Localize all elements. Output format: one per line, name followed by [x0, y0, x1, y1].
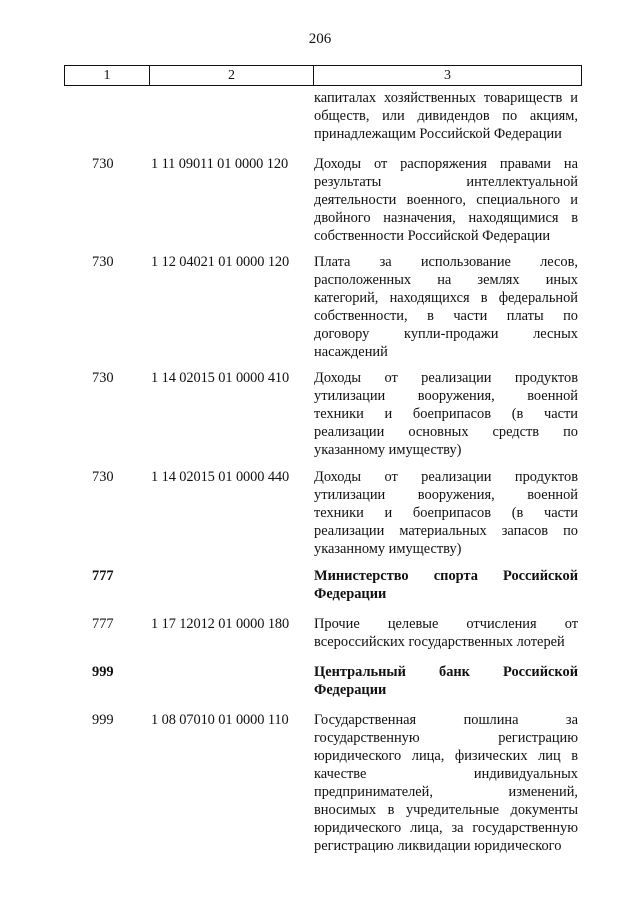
description-line: собственности, в части платы по [314, 308, 578, 324]
budget-classification-code: 1 14 02015 01 0000 410 [151, 370, 290, 386]
budget-classification-code: 1 17 12012 01 0000 180 [151, 616, 290, 632]
description-line: договору купли-продажи лесных [314, 326, 578, 342]
income-description [314, 663, 578, 699]
description-line: принадлежащим Российской Федерации [314, 126, 562, 142]
admin-code: 730 [92, 370, 114, 386]
description-line: юридического лица, за государственную [314, 820, 578, 836]
description-line: Федерации [314, 586, 387, 602]
description-line: деятельности военного, специального и [314, 192, 578, 208]
description-line: собственности Российской Федерации [314, 228, 551, 244]
description-line: капиталах хозяйственных товариществ и [314, 90, 578, 106]
description-line: Доходы от реализации продуктов [314, 469, 578, 485]
description-line: результаты интеллектуальной [314, 174, 578, 190]
description-line: качестве индивидуальных [314, 766, 578, 782]
admin-code: 730 [92, 254, 114, 270]
income-description [314, 711, 578, 855]
description-line: вносимых в учредительные документы [314, 802, 578, 818]
admin-code: 777 [92, 616, 114, 632]
admin-code: 999 [92, 712, 114, 728]
table-header [64, 65, 582, 86]
description-line: техники и боеприпасов (в части [314, 406, 578, 422]
column-header-3: 3 [313, 66, 581, 85]
description-line: предпринимателей, изменений, [314, 784, 578, 800]
description-line: указанному имуществу) [314, 442, 462, 458]
income-description [314, 369, 578, 459]
description-line: утилизации вооружения, военной [314, 487, 578, 503]
admin-code: 730 [92, 156, 114, 172]
description-line: Доходы от реализации продуктов [314, 370, 578, 386]
income-description [314, 89, 578, 143]
description-line: техники и боеприпасов (в части [314, 505, 578, 521]
description-line: государственную регистрацию [314, 730, 578, 746]
budget-classification-code: 1 08 07010 01 0000 110 [151, 712, 289, 728]
income-description [314, 468, 578, 558]
description-line: Государственная пошлина за [314, 712, 578, 728]
description-line: расположенных на землях иных [314, 272, 578, 288]
description-line: обществ, или дивидендов по акциям, [314, 108, 578, 124]
income-description [314, 155, 578, 245]
description-line: регистрацию ликвидации юридического [314, 838, 562, 854]
description-line: Министерство спорта Российской [314, 568, 578, 584]
income-description [314, 567, 578, 603]
description-line: Доходы от распоряжения правами на [314, 156, 578, 172]
description-line: указанному имуществу) [314, 541, 462, 557]
income-description [314, 615, 578, 651]
budget-classification-code: 1 11 09011 01 0000 120 [151, 156, 289, 172]
description-line: юридического лица, физических лиц в [314, 748, 578, 764]
description-line: Центральный банк Российской [314, 664, 578, 680]
description-line: категорий, находящихся в федеральной [314, 290, 578, 306]
description-line: Федерации [314, 682, 387, 698]
description-line: Прочие целевые отчисления от [314, 616, 578, 632]
description-line: насаждений [314, 344, 388, 360]
budget-classification-code: 1 12 04021 01 0000 120 [151, 254, 290, 270]
admin-code: 999 [92, 664, 114, 680]
income-description [314, 253, 578, 361]
description-line: утилизации вооружения, военной [314, 388, 578, 404]
description-line: Плата за использование лесов, [314, 254, 578, 270]
budget-classification-code: 1 14 02015 01 0000 440 [151, 469, 290, 485]
description-line: реализации основных средств по [314, 424, 578, 440]
column-header-2: 2 [149, 66, 313, 85]
column-header-1: 1 [103, 68, 111, 83]
description-line: реализации материальных запасов по [314, 523, 578, 539]
page-number: 206 [308, 31, 332, 47]
description-line: всероссийских государственных лотерей [314, 634, 565, 650]
admin-code: 777 [92, 568, 114, 584]
description-line: двойного назначения, находящимися в [314, 210, 578, 226]
admin-code: 730 [92, 469, 114, 485]
